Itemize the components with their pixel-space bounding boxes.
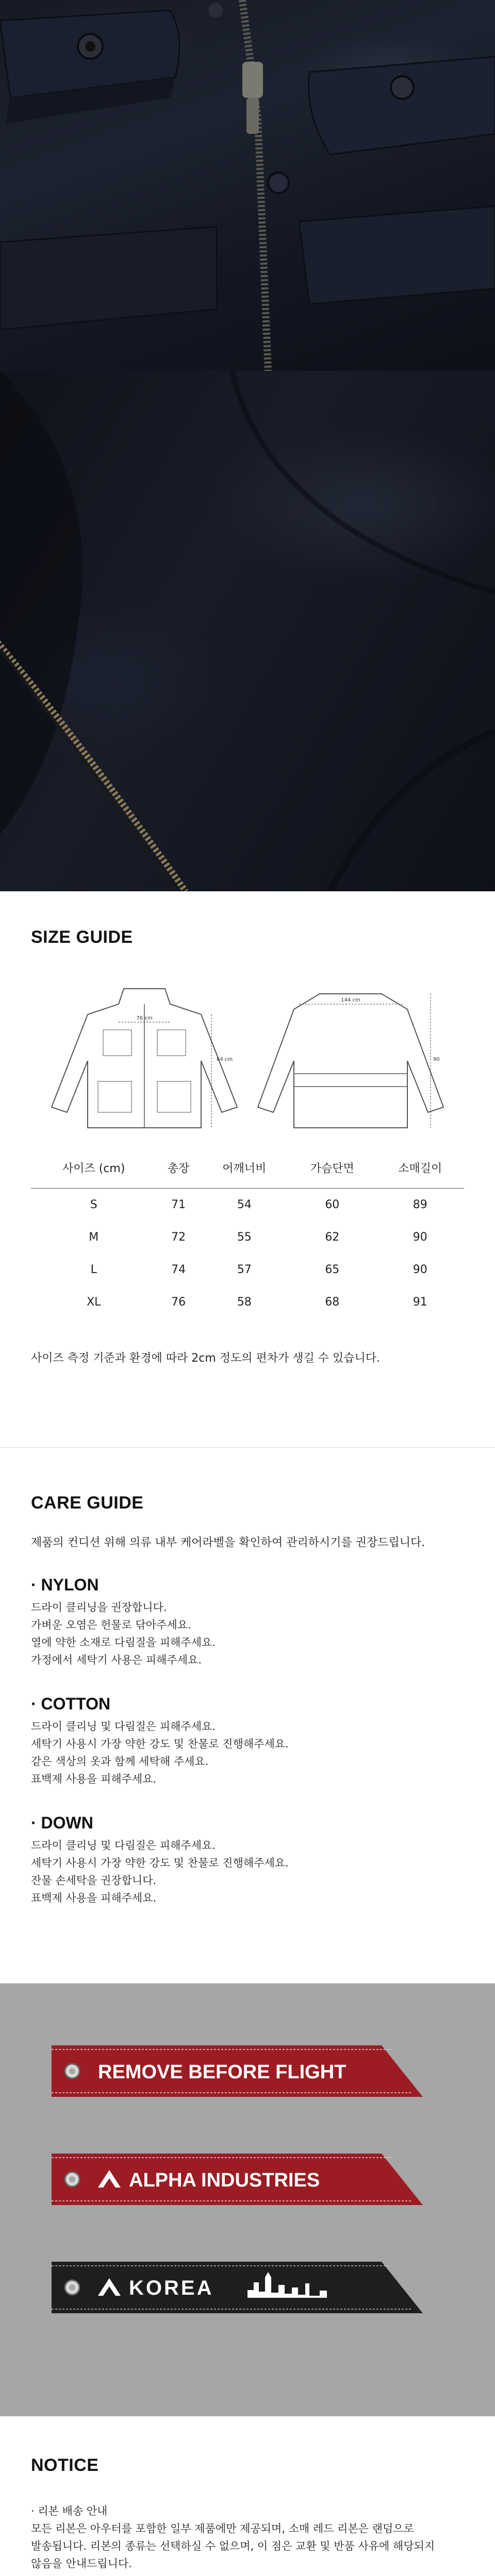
care-line: 표백제 사용을 피해주세요. bbox=[31, 1892, 157, 1904]
notice-line: 않음을 안내드립니다. bbox=[31, 2557, 132, 2570]
product-photo-front bbox=[0, 0, 495, 371]
col-shoulder: 어깨너비 bbox=[201, 1148, 288, 1189]
table-cell: 91 bbox=[412, 1296, 427, 1309]
care-intro: 제품의 컨디션 위해 의류 내부 케어라벨을 확인하여 관리하시기를 권장드립니다. bbox=[31, 1536, 425, 1549]
care-line: 세탁기 사용시 가장 약한 강도 및 찬물로 진행해주세요. bbox=[31, 1857, 289, 1869]
notice-line: 모든 리본은 아우터를 포함한 일부 제품에만 제공되며, 소매 레드 리본은 랜덤으로 bbox=[31, 2522, 414, 2535]
tag-label: KOREA bbox=[129, 2277, 214, 2299]
flight-tags-banner bbox=[0, 1984, 495, 2416]
tag-label: ALPHA INDUSTRIES bbox=[129, 2170, 320, 2191]
table-cell: 72 bbox=[171, 1231, 186, 1244]
table-cell: 74 bbox=[171, 1263, 186, 1276]
table-cell: S bbox=[90, 1198, 97, 1211]
care-line: 표백제 사용을 피해주세요. bbox=[31, 1773, 157, 1785]
table-cell: 90 bbox=[412, 1231, 427, 1244]
table-cell: 60 bbox=[325, 1198, 340, 1211]
jacket-front-diagram bbox=[46, 984, 242, 1133]
care-line: 같은 색상의 옷과 함께 세탁해 주세요. bbox=[31, 1755, 209, 1768]
tag-label: REMOVE BEFORE FLIGHT bbox=[98, 2061, 346, 2083]
table-cell: 68 bbox=[325, 1296, 340, 1309]
table-cell: 71 bbox=[171, 1198, 186, 1211]
care-block-nylon bbox=[31, 1575, 464, 1669]
korea-tag bbox=[52, 2262, 423, 2313]
front-length-label: 64 cm bbox=[217, 1057, 233, 1062]
remove-before-flight-tag bbox=[52, 2045, 423, 2097]
care-block-cotton bbox=[31, 1694, 464, 1788]
table-cell: 58 bbox=[237, 1296, 252, 1309]
table-row bbox=[31, 1189, 464, 1222]
size-diagrams bbox=[46, 984, 449, 1133]
care-line: 열에 약한 소재로 다림질을 피해주세요. bbox=[31, 1636, 216, 1649]
table-row bbox=[31, 1221, 464, 1253]
care-line: 가벼운 오염은 헌물로 닦아주세요. bbox=[31, 1619, 191, 1631]
care-block-down bbox=[31, 1814, 464, 1907]
table-cell: 76 bbox=[171, 1296, 186, 1309]
care-line: 가정에서 세탁기 사용은 피해주세요. bbox=[31, 1654, 202, 1666]
care-line: 세탁기 사용시 가장 약한 강도 및 찬물로 진행해주세요. bbox=[31, 1738, 289, 1750]
table-cell: 62 bbox=[325, 1231, 340, 1244]
table-cell: 65 bbox=[325, 1263, 340, 1276]
table-cell: 54 bbox=[237, 1198, 252, 1211]
alpha-industries-tag bbox=[52, 2154, 423, 2205]
care-line: 드라이 클리닝 및 다림질은 피해주세요. bbox=[31, 1720, 216, 1733]
front-width-label: 76 cm bbox=[136, 1015, 153, 1021]
table-cell: 57 bbox=[237, 1263, 252, 1276]
col-length: 총장 bbox=[156, 1148, 200, 1189]
size-note: 사이즈 측정 기준과 환경에 따라 2cm 정도의 편차가 생길 수 있습니다. bbox=[31, 1352, 381, 1365]
col-chest: 가슴단면 bbox=[288, 1148, 376, 1189]
col-sleeve: 소매길이 bbox=[376, 1148, 464, 1189]
table-cell: XL bbox=[87, 1296, 101, 1309]
table-cell: 55 bbox=[237, 1231, 252, 1244]
size-guide-title: SIZE GUIDE bbox=[31, 927, 133, 947]
care-guide-section bbox=[0, 1448, 495, 1984]
table-cell: L bbox=[90, 1263, 97, 1276]
notice-section bbox=[0, 2416, 495, 2576]
back-width-label: 144 cm bbox=[341, 997, 360, 1003]
notice-title: NOTICE bbox=[31, 2455, 99, 2475]
care-line: 잔물 손세탁을 권장합니다. bbox=[31, 1874, 157, 1887]
size-guide-section bbox=[0, 891, 495, 1448]
back-length-label: 90 bbox=[433, 1057, 440, 1062]
notice-body bbox=[31, 2502, 464, 2572]
table-cell: 90 bbox=[412, 1263, 427, 1276]
care-line: 드라이 클리닝 및 다림질은 피해주세요. bbox=[31, 1839, 216, 1852]
care-head: · DOWN bbox=[31, 1814, 93, 1832]
product-photo-detail bbox=[0, 371, 495, 891]
col-size: 사이즈 (cm) bbox=[31, 1148, 156, 1189]
table-cell: 89 bbox=[412, 1198, 427, 1211]
size-table bbox=[31, 1148, 464, 1318]
table-cell: M bbox=[89, 1231, 99, 1244]
care-head: · COTTON bbox=[31, 1694, 111, 1713]
size-table-header bbox=[31, 1148, 464, 1189]
notice-line: 발송됩니다. 리본의 종류는 선택하실 수 없으며, 이 점은 교환 및 반품 사유에 해당되지 bbox=[31, 2540, 435, 2552]
notice-line: · 리본 배송 안내 bbox=[31, 2505, 108, 2517]
care-line: 드라이 클리닝을 권장합니다. bbox=[31, 1601, 167, 1614]
care-guide-title: CARE GUIDE bbox=[31, 1493, 144, 1513]
jacket-back-diagram bbox=[253, 984, 449, 1133]
care-head: · NYLON bbox=[31, 1575, 99, 1594]
table-row bbox=[31, 1253, 464, 1286]
table-row bbox=[31, 1286, 464, 1318]
